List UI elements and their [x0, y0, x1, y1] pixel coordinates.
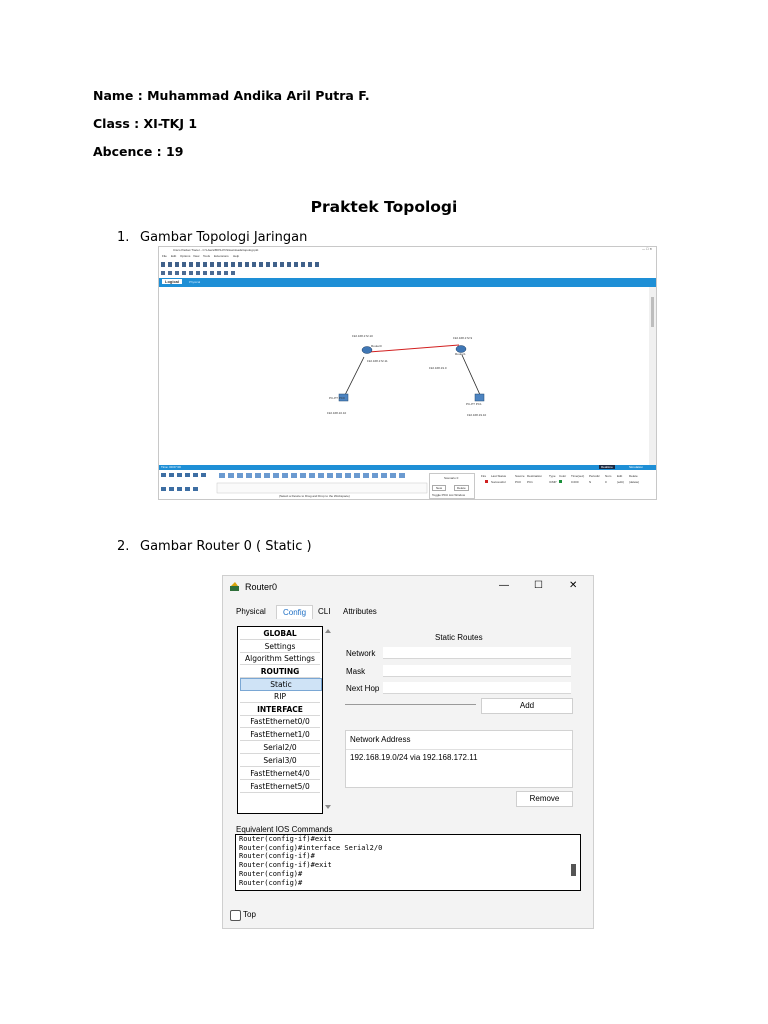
ios-line: Router(config)# — [239, 869, 303, 878]
pt-toolbar-2 — [159, 270, 656, 277]
sidebar-scrollbar[interactable] — [323, 626, 333, 812]
ios-line: Router(config-if)#exit — [239, 835, 332, 843]
ios-line: Router(config-if)#exit — [239, 861, 332, 870]
router1-name-label: Router1 — [455, 352, 466, 356]
pt-menu-view[interactable]: View — [193, 254, 200, 258]
router0-serial-label: 192.168.172.11 — [367, 359, 388, 363]
router0-name-label: Router0 — [371, 344, 382, 348]
pt-menu-extensions[interactable]: Extensions — [214, 254, 229, 258]
pt-workspace-canvas[interactable] — [159, 287, 656, 465]
sidebar-item-fastethernet1-0[interactable]: FastEthernet1/0 — [240, 729, 320, 741]
pt-status-bar — [159, 465, 656, 470]
config-sidebar — [237, 626, 323, 814]
page-title: Praktek Topologi — [310, 198, 458, 216]
ios-commands-label: Equivalent IOS Commands — [236, 825, 333, 834]
pt-toolbar-icons[interactable] — [161, 261, 321, 269]
pt-window-title: Cisco Packet Tracer - C:\Users\BOS-PC\Downloads\topologi.pkt — [173, 248, 259, 252]
pdu-cell: 0 — [605, 480, 607, 484]
tab-attributes[interactable]: Attributes — [343, 607, 377, 616]
lan-link-right — [462, 355, 481, 397]
pt-menu-edit[interactable]: Edit — [171, 254, 177, 258]
network-address-list[interactable] — [345, 730, 573, 788]
pt-simulation-tab[interactable]: Simulation — [629, 465, 644, 469]
pc0-ip-label: 192.168.10.10 — [327, 411, 347, 415]
pdu-cell: N — [589, 480, 592, 484]
tab-physical[interactable]: Physical — [236, 607, 266, 616]
pdu-header-cell: Source — [515, 474, 525, 478]
router-app-icon — [229, 581, 241, 593]
pdu-color-swatch — [559, 480, 562, 483]
pdu-header-cell: Type — [549, 474, 556, 478]
pt-menu-options[interactable]: Options — [180, 254, 191, 258]
next-hop-label: Next Hop — [346, 684, 380, 693]
close-button[interactable]: ✕ — [569, 580, 578, 591]
pt-menu-help[interactable]: Help — [233, 254, 240, 258]
pdu-cell: PC0 — [515, 480, 521, 484]
router0-ip-label: 192.168.172.10 — [352, 334, 373, 338]
sidebar-item-fastethernet5-0[interactable]: FastEthernet5/0 — [240, 781, 320, 793]
pt-device-hint: (Select a Device to Drag and Drop to the Workspace) — [279, 494, 350, 498]
scroll-down-icon — [325, 805, 331, 809]
pdu-header-cell: Delete — [629, 474, 638, 478]
list-divider — [346, 749, 572, 750]
sidebar-item-fastethernet4-0[interactable]: FastEthernet4/0 — [240, 768, 320, 780]
remove-button[interactable]: Remove — [516, 791, 573, 807]
pdu-header-cell: Last Status — [491, 474, 507, 478]
pt-new-button[interactable]: New — [432, 485, 446, 491]
router-window-title: Router0 — [245, 582, 278, 592]
scroll-up-icon — [325, 629, 331, 633]
top-checkbox[interactable] — [230, 910, 241, 921]
pt-time: Time: 00:07:00 — [161, 465, 181, 469]
static-routes-title: Static Routes — [435, 633, 483, 642]
ios-commands-box[interactable] — [235, 834, 581, 891]
pc1-icon — [475, 394, 484, 401]
maximize-button[interactable]: ☐ — [534, 580, 543, 591]
pt-workspace-bar — [159, 278, 656, 287]
tab-cli[interactable]: CLI — [318, 607, 331, 616]
sidebar-item-settings[interactable]: Settings — [240, 641, 320, 653]
pdu-cell: ICMP — [549, 480, 557, 484]
pdu-cell: PC1 — [527, 480, 533, 484]
cli-scrollbar[interactable] — [571, 864, 576, 876]
list-item-number: 1. — [117, 230, 130, 245]
router-window — [222, 575, 594, 929]
pdu-cell: Successful — [491, 480, 506, 484]
scroll-arrows — [323, 626, 333, 812]
sidebar-item-fastethernet0-0[interactable]: FastEthernet0/0 — [240, 716, 320, 728]
sidebar-header-interface: INTERFACE — [240, 704, 320, 716]
add-button[interactable]: Add — [481, 698, 573, 714]
list-item-number: 2. — [117, 539, 130, 554]
pdu-cell: 0.000 — [571, 480, 579, 484]
pc0-name-label: PC-PT PC0 — [329, 396, 345, 400]
form-divider — [345, 704, 476, 705]
pt-menu-file[interactable]: File — [162, 254, 167, 258]
pt-toolbar-2-icons[interactable] — [161, 270, 251, 277]
pt-delete-button[interactable]: Delete — [454, 485, 469, 491]
pdu-fire-indicator — [485, 480, 488, 483]
pdu-delete-link[interactable]: (delete) — [629, 480, 640, 484]
sidebar-header-routing: ROUTING — [240, 666, 320, 678]
serial-link — [369, 345, 459, 352]
sidebar-item-serial3-0[interactable]: Serial3/0 — [240, 755, 320, 767]
next-hop-field[interactable] — [383, 682, 571, 694]
pt-realtime-tab[interactable]: Realtime — [601, 465, 613, 469]
network-address-header: Network Address — [350, 735, 411, 744]
sidebar-item-serial2-0[interactable]: Serial2/0 — [240, 742, 320, 754]
pdu-header-cell: Color — [559, 474, 567, 478]
ios-line: Router(config-if)# — [239, 852, 315, 861]
pc1-name-label: PC-PT PC1 — [466, 402, 482, 406]
network-label: Network — [346, 649, 376, 658]
minimize-button[interactable]: — — [499, 580, 509, 591]
pt-logical-tab[interactable]: Logical — [162, 279, 182, 284]
pdu-header-cell: Edit — [617, 474, 623, 478]
pt-toolbar — [159, 261, 656, 269]
route-entry[interactable]: 192.168.19.0/24 via 192.168.172.11 — [350, 753, 478, 762]
pt-window-controls: — ☐ ✕ — [642, 247, 652, 251]
student-absence: Abcence : 19 — [93, 144, 184, 159]
list-item-text: Gambar Topologi Jaringan — [140, 230, 308, 245]
mask-field[interactable] — [383, 665, 571, 677]
pdu-header-cell: Destination — [527, 474, 543, 478]
top-checkbox-label: Top — [243, 910, 256, 919]
pdu-header-cell: Num — [605, 474, 612, 478]
pt-pdu-row[interactable] — [479, 480, 655, 485]
tab-config[interactable]: Config — [276, 605, 313, 619]
lan-right-label: 192.168.19.0 — [429, 366, 447, 370]
pt-pdu-header-row — [479, 474, 655, 479]
list-item-1 — [117, 230, 417, 246]
pdu-edit-link[interactable]: (edit) — [617, 480, 624, 484]
mask-label: Mask — [346, 667, 366, 676]
router1-ip-label: 192.168.172.9 — [453, 336, 473, 340]
pdu-header-cell: Fire — [481, 474, 487, 478]
ios-line: Router(config)#interface Serial2/0 — [239, 843, 383, 852]
lan-link-left — [344, 357, 364, 397]
pt-pdu-table — [479, 474, 655, 494]
pt-scenario-panel — [429, 473, 475, 499]
pt-toggle-pdu[interactable]: Toggle PDU List Window — [432, 493, 466, 497]
ios-line: Router(config)# — [239, 878, 303, 887]
sidebar-header-global: GLOBAL — [240, 628, 320, 640]
network-field[interactable] — [383, 647, 571, 659]
pt-scenario-select[interactable]: Scenario 0 — [444, 476, 459, 480]
sidebar-item-algorithm-settings[interactable]: Algorithm Settings — [240, 653, 320, 665]
pt-physical-tab[interactable]: Physical — [189, 280, 201, 284]
list-item-text: Gambar Router 0 ( Static ) — [140, 539, 312, 554]
sidebar-item-rip[interactable]: RIP — [240, 691, 320, 703]
pdu-header-cell: Periodic — [589, 474, 600, 478]
list-item-2 — [117, 539, 417, 555]
sidebar-item-static[interactable]: Static — [240, 678, 322, 691]
pc1-ip-label: 192.168.19.10 — [467, 413, 487, 417]
student-name: Name : Muhammad Andika Aril Putra F. — [93, 88, 370, 103]
pt-menu-tools[interactable]: Tools — [203, 254, 211, 258]
student-class: Class : XI-TKJ 1 — [93, 116, 198, 131]
pdu-header-cell: Time(sec) — [571, 474, 585, 478]
topology-screenshot — [158, 246, 657, 500]
